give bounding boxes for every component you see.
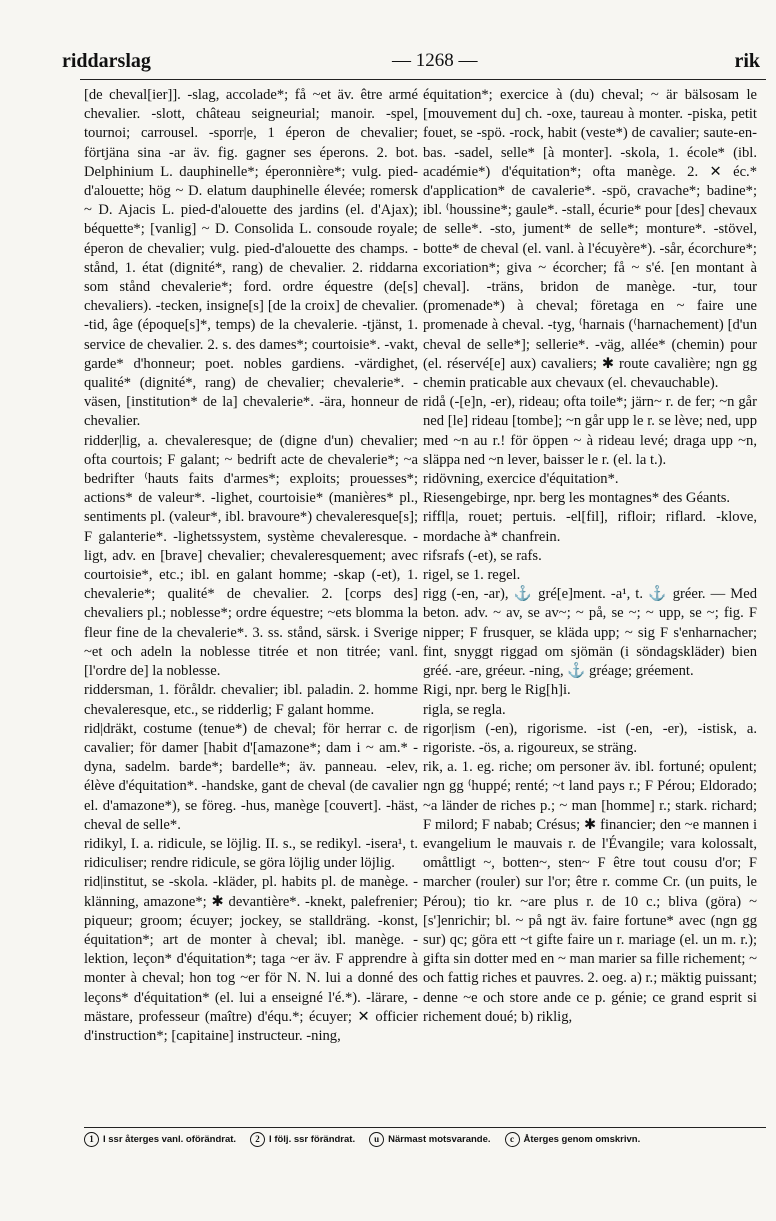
entry-ridderlig: ridder|lig, a. chevaleresque; de (digne d'un) chevalier; ofta courtois; F galant; ~ bedrift acte de chevalerie*; ~a bedrifter ⁽hauts faits d'armes*; exploits; prouesses*; actions* de valeur*. -lighet, courtoisie* (manières* pl., sentiments pl. (valeur*, ibl. bravoure*) chevaleresque[s]; F galanterie*. -lighetssystem, système chevaleresque. -ligt, adv. en [brave] chevalier; chevaleresquement; avec courtoisie*, etc.; ibl. en galant homme; -skap (-et), 1. chevalerie*; qualité* de chevalier. 2. [corps des] chevaliers pl.; noblesse*; ordre équestre; ~ets blomma la fleur fine de la chevalerie*. 3. ss. stånd, särsk. i Sverige ~et och adeln la noblesse titrée et non titrée; vanl. [l'ordre de] la noblesse. — [84, 432, 418, 680]
entry-rida: ridå (-[e]n, -er), rideau; ofta toile*; järn~ r. de fer; ~n går ned [le] rideau [tombe]; ~n går upp le r. se lève; ned, upp med ~n au r.! för öppen ~ à rideau levé; draga upp ~n, släppa ned ~n lever, baisser le r. (el. la t.). — [423, 394, 757, 468]
footnote-text: Återges genom omskrivn. — [523, 1134, 641, 1145]
entry-rigg: rigg (-en, -ar), ⚓ gré[e]ment. -a¹, t. ⚓ gréer. — Med beton. adv. ~ av, se av~; ~ på, se ~; ~ upp, se ~; fig. F nipper; F frusquer, se kläda upp; ~ sig F s'enharnacher; fint, snyggt riggad om sjömän (i söndagskläder) bien gréé. -are, gréeur. -ning, ⚓ gréage; gréement. — [423, 586, 757, 680]
entry-riddersman: riddersman, 1. föråldr. chevalier; ibl. paladin. 2. homme chevaleresque, etc., se ridderlig; F galant homme. — [84, 682, 418, 718]
entry-riddrakt: rid|dräkt, costume (tenue*) de cheval; för herrar c. de cavalier; för damer [habit d'[amazone*; dam i ~ am.* -dyna, sadelm. barde*; bardelle*; äv. panneau. -elev, élève d'équitation*. -handske, gant de cheval (de cavalier el. d'amazone*), se föreg. -hus, manège [couvert]. -häst, cheval de selle*. — [84, 720, 418, 833]
right-column — [423, 86, 757, 1027]
entry-ridning-cont: équitation*; exercice à (du) cheval; ~ är bälsosam le [mouvement du] ch. -oxe, taureau à monter. -piska, petit fouet, se -spö. -rock, habit (veste*) de cavalier; saute-en-bas. -sadel, selle* [à monter]. -skola, 1. école* (ibl. académie*) d'équitation*; ofta manège. 2. ✕ éc.* d'application* de cavalerie*. -spö, cravache*; badine*; ibl. ⁽houssine*; gaule*. -stall, écurie* pour [des] chevaux de selle*. -sto, jument* de selle*; monture*. -stövel, botte* de cheval (el. vanl. à l'écuyère*). -sår, écorchure*; excoriation*; giva ~ écorcher; få ~ s'é. [en montant à cheval]. -träns, bridon de manège. -tur, tour (promenade*) à cheval; företaga en ~ faire une promenade à cheval. -tyg, ⁽harnais (⁽harnachement) [d'un cheval de selle*]; sellerie*. -väg, allée* (chemin) pour (el. réservé[e] aux) cavaliers; ✱ route cavalière; ngn gg chemin praticable aux chevaux (el. chevauchable). — [423, 87, 757, 392]
entry-rigorism: rigor|ism (-en), rigorisme. -ist (-en, -er), -istisk, a. rigoriste. -ös, a. rigoureux, se sträng. — [423, 720, 757, 756]
footnote-text: Närmast motsvarande. — [388, 1134, 491, 1145]
page-header — [62, 50, 760, 78]
entry-ridikyl: ridikyl, I. a. ridicule, se löjlig. II. s., se redikyl. -isera¹, t. ridiculiser; rendre ridicule, se göra löjlig under löjlig. — [84, 835, 418, 872]
entry-riffla: riffl|a, rouet; pertuis. -el[fil], rifloir; riflard. -klove, mordache à* chanfrein. — [423, 509, 757, 545]
footnote-item — [84, 1132, 236, 1147]
header-rule — [80, 79, 766, 80]
left-headword: riddarslag — [62, 50, 151, 72]
entry-ridinstitut: rid|institut, se -skola. -kläder, pl. habits pl. de manège. -klänning, amazone*; ✱ devantière*. -knekt, palefrenier; piqueur; groom; écuyer; jockey, se stalldräng. -konst, équitation*; art de monter à cheval; ibl. manège. -lektion, leçon* d'équitation*; taga ~er äv. F apprendre à monter à cheval; hon tog ~er för N. N. lui a donné des leçons* d'équitation* (el. lui a enseigné l'é.*). -lärare, -mästare, professeur (maître) d'équ.*; écuyer; ✕ officier d'instruction*; [capitaine] instructeur. -ning, — [84, 874, 418, 1044]
footnote-legend — [84, 1127, 766, 1147]
footnote-text: I följ. ssr förändrat. — [269, 1134, 356, 1145]
entry-rigi: Rigi, npr. berg le Rig[h]i. — [423, 682, 571, 699]
entry-riesengebirge: Riesengebirge, npr. berg les montagnes* des Géants. — [423, 490, 731, 507]
page-number: — 1268 — — [392, 50, 478, 71]
footnote-item — [369, 1132, 490, 1147]
footnote-mark: u — [369, 1132, 384, 1147]
entry-rigla: rigla, se regla. — [423, 701, 506, 718]
left-column — [84, 86, 418, 1046]
footnote-item — [250, 1132, 355, 1147]
footnote-text: I ssr återges vanl. oförändrat. — [103, 1134, 237, 1145]
entry-rifsrafs: rifsrafs (-et), se rafs. — [423, 547, 542, 564]
footnote-mark: 2 — [250, 1132, 265, 1147]
footnote-mark: c — [505, 1132, 520, 1147]
footnote-item — [505, 1132, 641, 1147]
entry-ridovning: ridövning, exercice d'équitation*. — [423, 471, 619, 488]
right-headword: rik — [734, 50, 760, 72]
entry-rik: rik, a. 1. eg. riche; om personer äv. ibl. fortuné; opulent; ngn gg ⁽huppé; renté; ~t land pays r.; F Pérou; Eldorado; ~a länder de riches p.; ~ man [homme] r.; stark. richard; F milord; F nabab; Crésus; ✱ financier; den ~e mannen i evangelium le mauvais r. de l'Évangile; vara kolossalt, omåttligt ~, botten~, sten~ F être tout cousu d'or; F marcher (rouler) sur l'or; être r. comme Cr. (un puits, le Pérou); tio kr. ~are plus r. de 10 c.; bliva (göra) ~ [s']enrichir; bl. ~ på ngt äv. faire fortune* avec (ngn gg sur) qc; göra ett ~t gifte faire un r. mariage (el. un m. r.); gifta sin dotter med en ~ man marier sa fille richement; ~ och fattig riches et pauvres. 2. oeg. a) r.; mäktig puissant; denne ~e och store ande ce p. génie; ce grand esprit si richement doué; b) riklig, — [423, 759, 757, 1025]
entry-riddarslag: [de cheval[ier]]. -slag, accolade*; få ~et äv. être armé chevalier. -slott, château seigneurial; manoir. -spel, tournoi; carrousel. -sporr|e, 1 éperon de chevalier; förtjäna sina -ar äv. fig. gagner ses éperons. 2. bot. Delphinium L. dauphinelle*; éperonnière*; vulg. pied-d'alouette; hög ~ D. elatum dauphinelle élevée; romersk ~ D. Ajacis L. pied-d'alouette des jardins (el. d'Ajax); béquette*; [vanlig] ~ D. Consolida L. consoude royale; éperon de chevalier; vulg. pied-d'alouette des champs. -stånd, 1. état (dignité*, rang) de chevalier. 2. riddarna som stånd chevalerie*; ford. ordre équestre (de[s] chevaliers). -tecken, insigne[s] [de la croix] de chevalier. -tid, âge (époque[s]*, temps) de la chevalerie. -tjänst, 1. service de chevalier. 2. s. des dames*; courtoisie*. -vakt, garde* d'honneur; poet. nobles gardiens. -värdighet, qualité* (dignité*, rang) de chevalier; chevalerie*. -väsen, [institution* de la] chevalerie*. -ära, honneur de chevalier. — [84, 87, 418, 430]
entry-rigel: rigel, se 1. regel. — [423, 567, 521, 584]
footnote-mark: 1 — [84, 1132, 99, 1147]
